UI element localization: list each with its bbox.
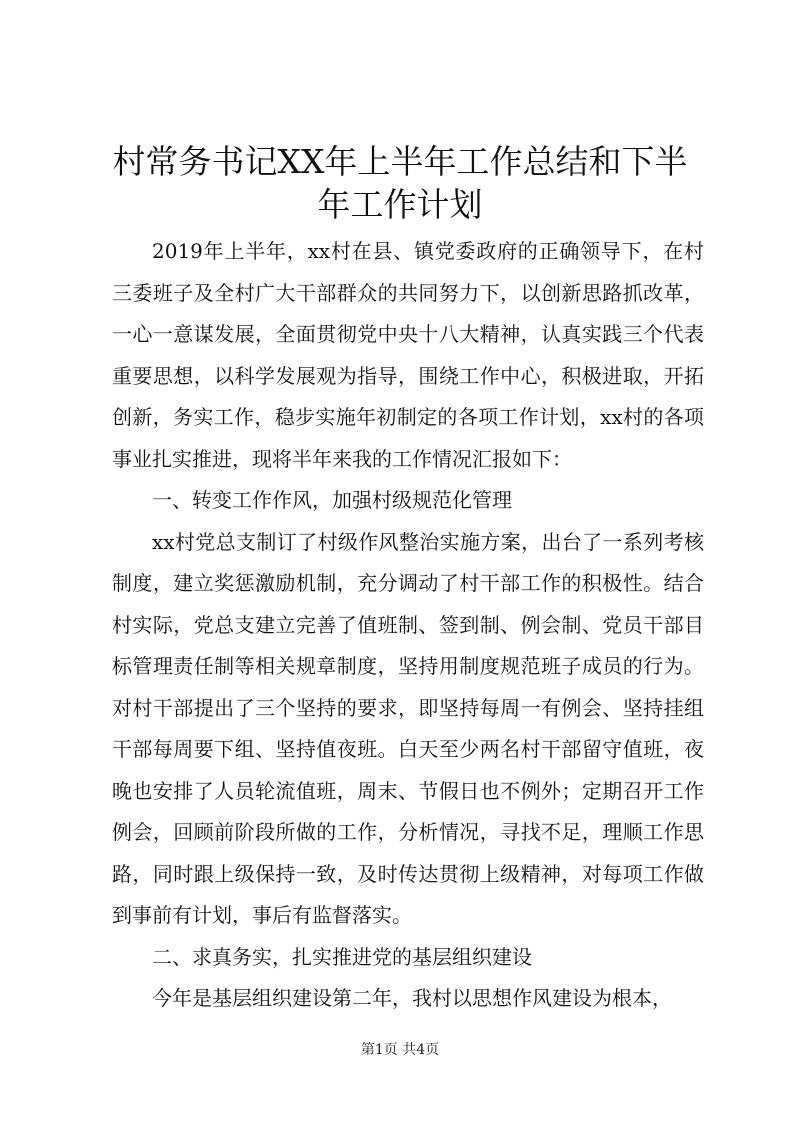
paragraph-intro: 2019年上半年，xx村在县、镇党委政府的正确领导下，在村三委班子及全村广大干部群众的共同努力下，以创新思路抓改革，一心一意谋发展，全面贯彻党中央十八大精神，认真实践三个代表重要思想，以科学发展观为指导，围绕工作中心，积极进取，开拓创新，务实工作，稳步实施年初制定的各项工作计划，xx村的各项事业扎实推进，现将半年来我的工作情况汇报如下： [112, 239, 704, 471]
section-heading-2: 二、求真务实，扎实推进党的基层组织建设 [152, 944, 532, 969]
page-indicator: 第1页 共4页 [360, 1042, 440, 1058]
page-footer [0, 1040, 800, 1060]
paragraph-section-1: xx村党总支制订了村级作风整治实施方案，出台了一系列考核制度，建立奖惩激励机制，充分调动了村干部工作的积极性。结合村实际，党总支建立完善了值班制、签到制、例会制、党员干部目标管理责任制等相关规章制度，坚持用制度规范班子成员的行为。对村干部提出了三个坚持的要求，即坚持每周一有例会、坚持挂组干部每周要下组、坚持值夜班。白天至少两名村干部留守值班，夜晚也安排了人员轮流值班，周末、节假日也不例外；定期召开工作例会，回顾前阶段所做的工作，分析情况，寻找不足，理顺工作思路，同时跟上级保持一致，及时传达贯彻上级精神，对每项工作做到事前有计划，事后有监督落实。 [112, 529, 704, 927]
document-title: 村常务书记XX年上半年工作总结和下半年工作计划 [112, 142, 688, 224]
paragraph-section-2: 今年是基层组织建设第二年，我村以思想作风建设为根本， [152, 986, 672, 1010]
document-body [112, 231, 704, 1020]
section-heading-1: 一、转变工作作风，加强村级规范化管理 [152, 488, 512, 512]
